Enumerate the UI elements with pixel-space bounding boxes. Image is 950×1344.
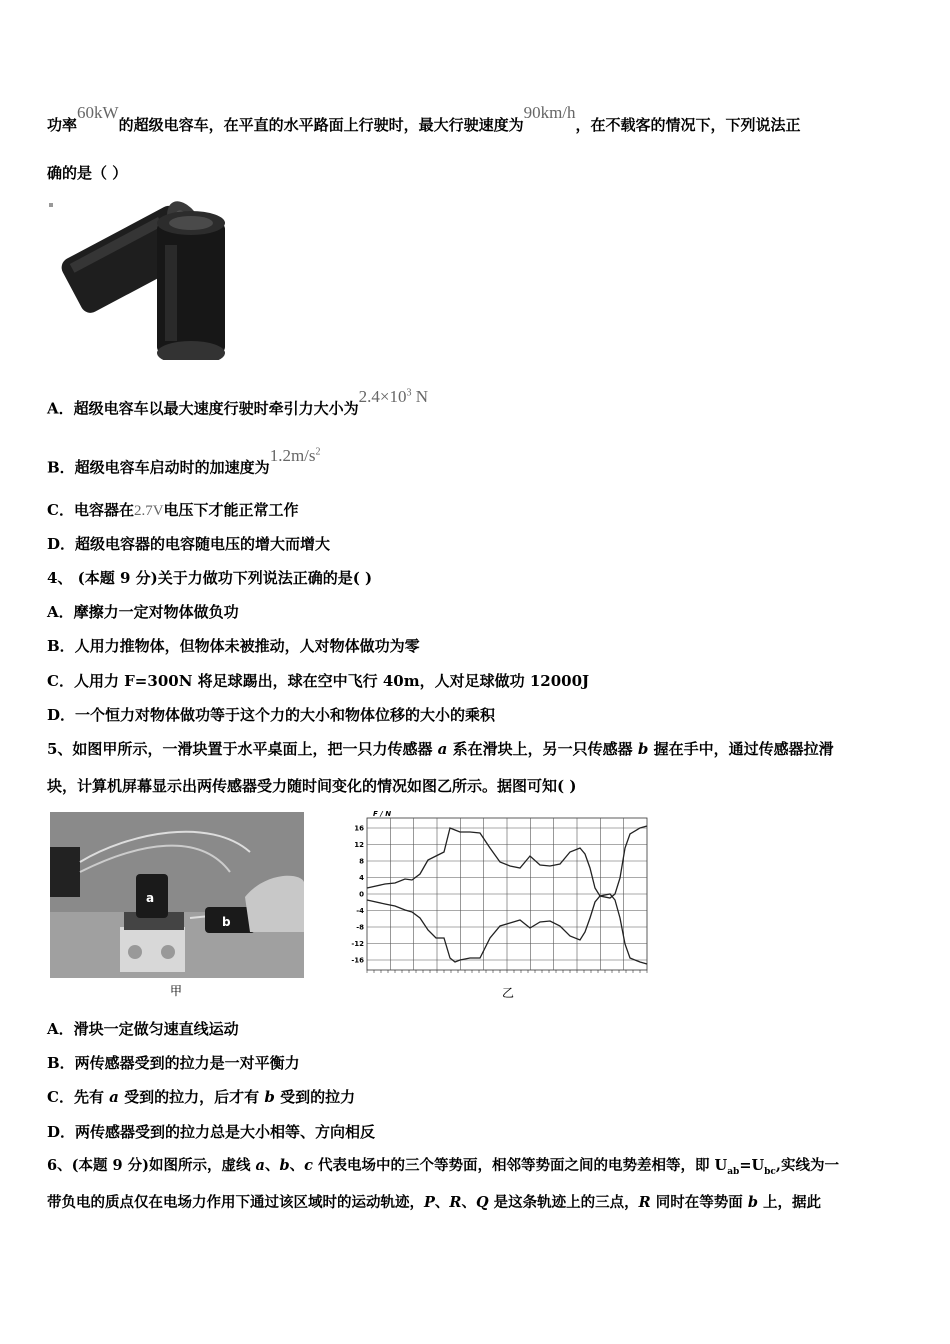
var-b: b bbox=[747, 1194, 758, 1211]
text: 带负电的质点仅在电场力作用下通过该区域时的运动轨迹， bbox=[47, 1194, 424, 1211]
var-b: b bbox=[264, 1088, 275, 1106]
text: ,实线为一 bbox=[775, 1157, 839, 1174]
graph-ticks bbox=[351, 825, 647, 974]
y-tick-label: -4 bbox=[356, 907, 364, 915]
text: 6、(本题 9 分)如图所示，虚线 bbox=[47, 1157, 256, 1174]
y-tick-label: -16 bbox=[351, 956, 364, 965]
q6-stem-line2 bbox=[47, 1192, 821, 1214]
var-a: a bbox=[255, 1157, 265, 1174]
q5-option-c bbox=[47, 1086, 355, 1108]
q5-option-a: A．滑块一定做匀速直线运动 bbox=[47, 1020, 239, 1038]
q5-stem-line2: 块，计算机屏幕显示出两传感器受力随时间变化的情况如图乙所示。据图可知( ) bbox=[47, 777, 577, 795]
y-tick-label: 4 bbox=[359, 874, 364, 882]
var-c: c bbox=[304, 1157, 313, 1174]
q4-option-d: D．一个恒力对物体做功等于这个力的大小和物体位移的大小的乘积 bbox=[47, 706, 496, 724]
y-tick-label: 16 bbox=[354, 824, 364, 833]
sensor-photo bbox=[50, 812, 304, 978]
q4-option-b: B．人用力推物体，但物体未被推动，人对物体做功为零 bbox=[47, 637, 420, 655]
capacitor-photo bbox=[49, 195, 234, 360]
text: A．超级电容车以最大速度行驶时牵引力大小为 bbox=[47, 399, 359, 418]
q6-stem-line1 bbox=[47, 1155, 839, 1183]
figure-jia-caption: 甲 bbox=[170, 984, 183, 998]
text: 是这条轨迹上的三点， bbox=[488, 1194, 639, 1211]
text: 、 bbox=[434, 1194, 450, 1211]
text: 代表电场中的三个等势面，相邻等势面之间的电势差相等，即 U bbox=[312, 1157, 728, 1174]
graph-grid bbox=[367, 818, 647, 970]
q5-stem-line1 bbox=[47, 738, 834, 760]
subscript: ab bbox=[727, 1166, 740, 1177]
text: 2.4×10 bbox=[358, 386, 407, 406]
photo-label-b: b bbox=[222, 915, 231, 929]
acceleration-value bbox=[270, 446, 321, 465]
q3-option-a bbox=[47, 386, 429, 420]
q4-stem: 4、 (本题 9 分)关于力做功下列说法正确的是( ) bbox=[47, 569, 373, 587]
var-r: R bbox=[638, 1194, 651, 1211]
voltage-value: 2.7V bbox=[133, 503, 164, 519]
var-b: b bbox=[637, 740, 649, 758]
text: =U bbox=[739, 1157, 765, 1174]
var-a: a bbox=[109, 1088, 119, 1106]
force-time-graph bbox=[340, 808, 652, 976]
y-tick-label: -12 bbox=[351, 940, 364, 948]
text: 1.2m/s bbox=[269, 445, 316, 465]
q3-option-d: D．超级电容器的电容随电压的增大而增大 bbox=[47, 535, 331, 553]
var-a: a bbox=[437, 740, 448, 758]
q5-option-d: D．两传感器受到的拉力总是大小相等、方向相反 bbox=[47, 1123, 376, 1141]
q3-option-b bbox=[47, 445, 321, 479]
y-tick-label: 8 bbox=[359, 857, 364, 866]
subscript: bc bbox=[764, 1166, 776, 1177]
text: 、 bbox=[289, 1157, 305, 1174]
q4-option-c: C．人用力 F=300N 将足球踢出，球在空中飞行 40m，人对足球做功 12000J bbox=[47, 672, 590, 690]
y-tick-label: 0 bbox=[359, 890, 364, 899]
q3-option-c bbox=[47, 499, 299, 522]
q3-stem-line1 bbox=[47, 103, 801, 136]
text: 的超级电容车，在平直的水平路面上行驶时，最大行驶速度为 bbox=[118, 116, 524, 134]
text: 、 bbox=[461, 1194, 476, 1211]
q5-option-b: B．两传感器受到的拉力是一对平衡力 bbox=[47, 1054, 300, 1072]
text: ，在不载客的情况下，下列说法正 bbox=[575, 116, 801, 134]
exponent: 2 bbox=[315, 446, 321, 457]
var-q: Q bbox=[475, 1194, 489, 1211]
text: B．超级电容车启动时的加速度为 bbox=[47, 458, 270, 477]
exponent: 3 bbox=[406, 387, 412, 398]
speed-value: 90km/h bbox=[523, 103, 576, 122]
text: 系在滑块上，另一只传感器 bbox=[447, 740, 638, 758]
y-tick-label: 12 bbox=[354, 841, 364, 849]
graph-ylabel: F / N bbox=[373, 810, 392, 818]
figure-yi-caption: 乙 bbox=[502, 986, 515, 1000]
force-value bbox=[359, 387, 428, 406]
var-p: P bbox=[424, 1194, 435, 1211]
q4-option-a: A．摩擦力一定对物体做负功 bbox=[47, 603, 239, 621]
q3-stem-line2: 确的是（ ） bbox=[47, 164, 128, 182]
text: 电压下才能正常工作 bbox=[163, 501, 299, 519]
text: 受到的拉力，后才有 bbox=[118, 1088, 265, 1106]
y-tick-label: -8 bbox=[356, 923, 364, 932]
text: C．电容器在 bbox=[47, 501, 134, 519]
text: 握在手中，通过传感器拉滑 bbox=[648, 740, 834, 758]
text: 上，据此 bbox=[757, 1194, 822, 1211]
text: 、 bbox=[264, 1157, 280, 1174]
text: 受到的拉力 bbox=[274, 1088, 356, 1106]
text: 功率 bbox=[47, 116, 78, 134]
var-b: b bbox=[279, 1157, 290, 1174]
text: 同时在等势面 bbox=[650, 1194, 748, 1211]
text: 5、如图甲所示，一滑块置于水平桌面上，把一只力传感器 bbox=[47, 740, 438, 758]
photo-label-a: a bbox=[146, 891, 155, 905]
text: C．先有 bbox=[47, 1088, 110, 1106]
text: N bbox=[411, 386, 429, 406]
power-value: 60kW bbox=[77, 103, 119, 122]
var-r: R bbox=[449, 1194, 462, 1211]
